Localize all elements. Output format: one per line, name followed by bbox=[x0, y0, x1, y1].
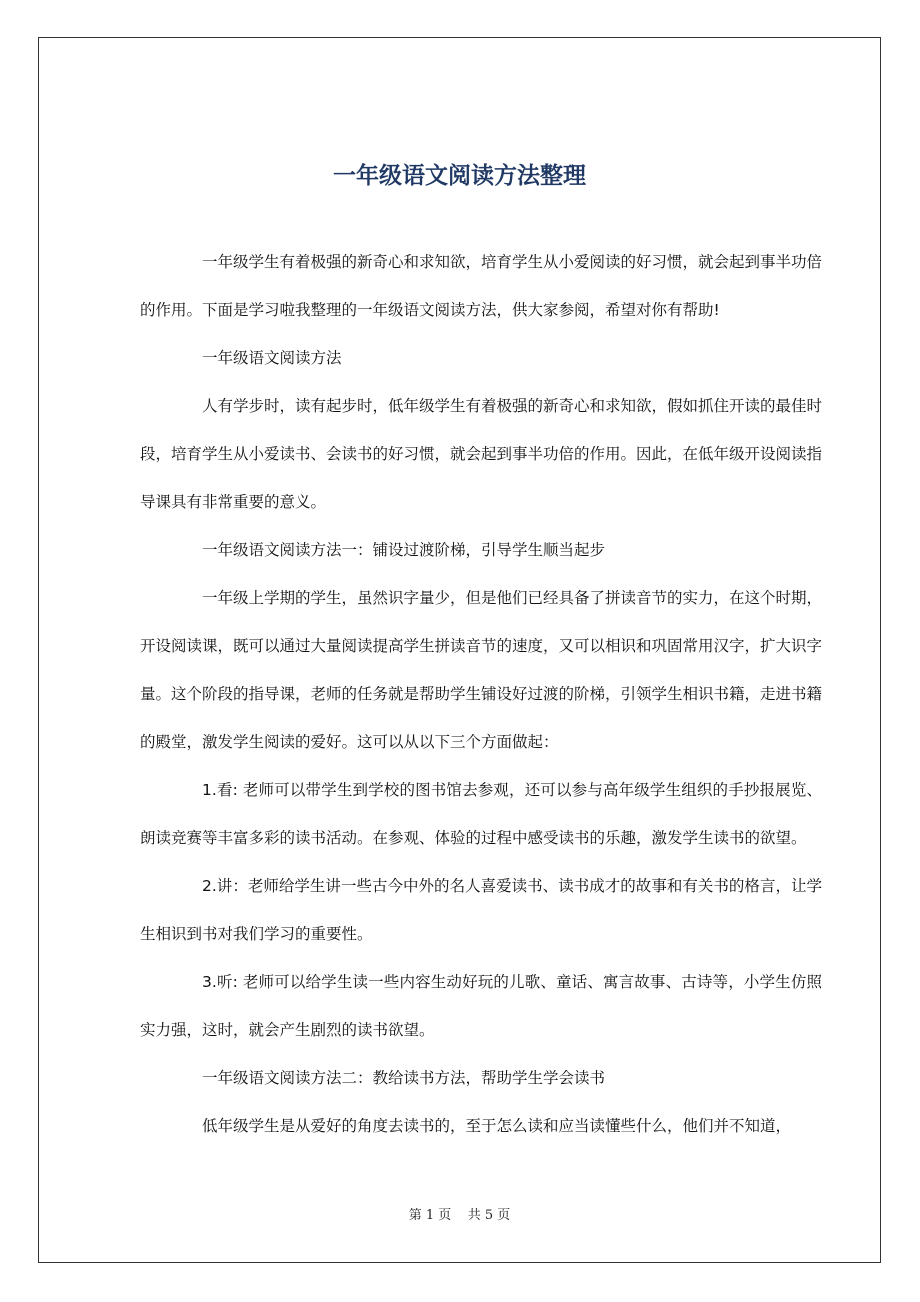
paragraph: 一年级学生有着极强的新奇心和求知欲，培育学生从小爱阅读的好习惯，就会起到事半功倍的作用。下面是学习啦我整理的一年级语文阅读方法，供大家参阅，希望对你有帮助! bbox=[140, 253, 823, 319]
list-item: 1.看: 老师可以带学生到学校的图书馆去参观，还可以参与高年级学生组织的手抄报展览、朗读竞赛等丰富多彩的读书活动。在参观、体验的过程中感受读书的乐趣，激发学生读书的欲望。 bbox=[140, 781, 822, 847]
paragraph: 人有学步时，读有起步时，低年级学生有着极强的新奇心和求知欲，假如抓住开读的最佳时段，培育学生从小爱读书、会读书的好习惯，就会起到事半功倍的作用。因此，在低年级开设阅读指导课具有非常重要的意义。 bbox=[140, 397, 823, 511]
page-footer bbox=[39, 1204, 880, 1223]
section-heading: 一年级语文阅读方法 bbox=[202, 349, 342, 367]
paragraph: 低年级学生是从爱好的角度去读书的，至于怎么读和应当读懂些什么，他们并不知道， bbox=[202, 1117, 792, 1135]
section-heading: 一年级语文阅读方法二：教给读书方法，帮助学生学会读书 bbox=[202, 1069, 606, 1087]
page-total: 共 5 页 bbox=[467, 1208, 511, 1223]
page-number: 第 1 页 bbox=[408, 1208, 452, 1223]
document-body bbox=[140, 238, 822, 1150]
paragraph: 一年级上学期的学生，虽然识字量少，但是他们已经具备了拼读音节的实力，在这个时期，开设阅读课，既可以通过大量阅读提高学生拼读音节的速度，又可以相识和巩固常用汉字，扩大识字量。这个阶段的指导课，老师的任务就是帮助学生铺设好过渡的阶梯，引领学生相识书籍，走进书籍的殿堂，激发学生阅读的爱好。这可以从以下三个方面做起： bbox=[140, 589, 823, 751]
list-item: 3.听: 老师可以给学生读一些内容生动好玩的儿歌、童话、寓言故事、古诗等，小学生仿照实力强，这时，就会产生剧烈的读书欲望。 bbox=[140, 973, 822, 1039]
document-title: 一年级语文阅读方法整理 bbox=[333, 163, 586, 189]
list-item: 2.讲：老师给学生讲一些古今中外的名人喜爱读书、读书成才的故事和有关书的格言，让学生相识到书对我们学习的重要性。 bbox=[140, 877, 822, 943]
document-page bbox=[38, 37, 881, 1263]
section-heading: 一年级语文阅读方法一：铺设过渡阶梯，引导学生顺当起步 bbox=[202, 541, 606, 559]
